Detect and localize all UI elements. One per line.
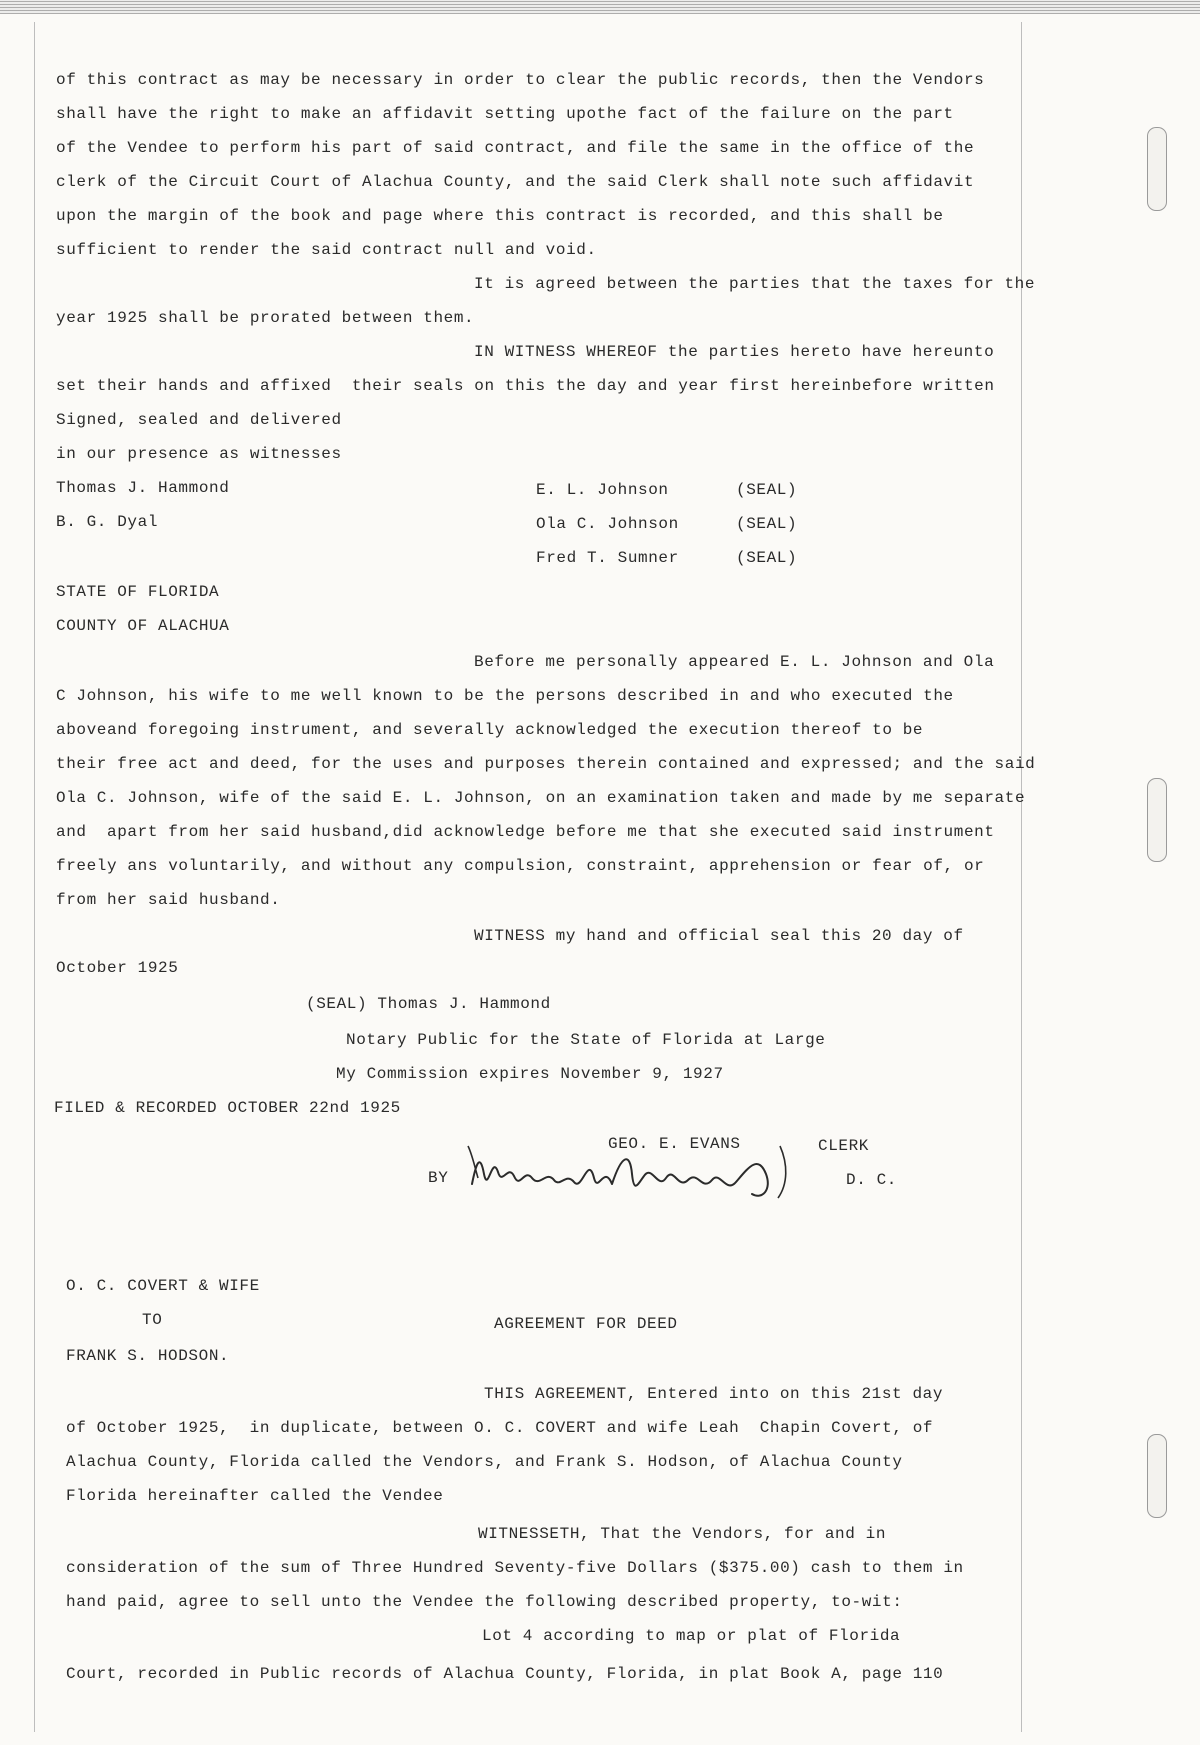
binder-hole-top: [1147, 127, 1167, 211]
text-line: Fred T. Sumner: [536, 549, 679, 567]
text-line: of this contract as may be necessary in order to clear the public records, then the Vendors: [56, 71, 985, 89]
text-line: Lot 4 according to map or plat of Florida: [482, 1627, 901, 1645]
text-line: Ola C. Johnson: [536, 515, 679, 533]
text-line: GEO. E. EVANS: [608, 1135, 741, 1153]
text-line: hand paid, agree to sell unto the Vendee the following described property, to-wit:: [66, 1593, 903, 1611]
binder-hole-middle: [1147, 778, 1167, 862]
text-line: sufficient to render the said contract null and void.: [56, 241, 597, 259]
text-line: IN WITNESS WHEREOF the parties hereto have hereunto: [474, 343, 995, 361]
text-line: Ola C. Johnson, wife of the said E. L. Johnson, on an examination taken and made by me separate: [56, 789, 1026, 807]
text-line: D. C.: [846, 1171, 898, 1189]
text-line: WITNESS my hand and official seal this 20 day of: [474, 927, 964, 945]
text-line: (SEAL) Thomas J. Hammond: [306, 995, 551, 1013]
text-line: their free act and deed, for the uses and purposes therein contained and expressed; and the said: [56, 755, 1036, 773]
text-line: BY: [428, 1169, 449, 1187]
text-line: of the Vendee to perform his part of said contract, and file the same in the office of the: [56, 139, 975, 157]
text-line: Notary Public for the State of Florida at Large: [346, 1031, 826, 1049]
text-line: E. L. Johnson: [536, 481, 669, 499]
text-line: (SEAL): [736, 481, 798, 499]
text-line: WITNESSETH, That the Vendors, for and in: [478, 1525, 887, 1543]
text-line: of October 1925, in duplicate, between O. C. COVERT and wife Leah Chapin Covert, of: [66, 1419, 934, 1437]
text-line: in our presence as witnesses: [56, 445, 342, 463]
text-line: aboveand foregoing instrument, and severally acknowledged the execution thereof to be: [56, 721, 924, 739]
text-line: (SEAL): [736, 549, 798, 567]
text-line: year 1925 shall be prorated between them.: [56, 309, 475, 327]
text-line: It is agreed between the parties that the taxes for the: [474, 275, 1036, 293]
text-line: O. C. COVERT & WIFE: [66, 1277, 260, 1295]
scan-top-edge: [0, 0, 1200, 14]
text-line: consideration of the sum of Three Hundred Seventy-five Dollars ($375.00) cash to them in: [66, 1559, 964, 1577]
text-line: clerk of the Circuit Court of Alachua County, and the said Clerk shall note such affidavit: [56, 173, 975, 191]
text-line: B. G. Dyal: [56, 513, 159, 531]
text-line: (SEAL): [736, 515, 798, 533]
text-line: STATE OF FLORIDA: [56, 583, 220, 601]
text-line: shall have the right to make an affidavit setting upothe fact of the failure on the part: [56, 105, 954, 123]
text-line: FILED & RECORDED OCTOBER 22nd 1925: [54, 1099, 401, 1117]
text-line: from her said husband.: [56, 891, 281, 909]
text-line: My Commission expires November 9, 1927: [336, 1065, 724, 1083]
text-line: AGREEMENT FOR DEED: [494, 1315, 678, 1333]
text-line: TO: [142, 1311, 163, 1329]
clerk-signature: [462, 1134, 802, 1204]
text-line: upon the margin of the book and page where this contract is recorded, and this shall be: [56, 207, 944, 225]
binder-hole-bottom: [1147, 1434, 1167, 1518]
text-line: FRANK S. HODSON.: [66, 1347, 230, 1365]
text-line: Court, recorded in Public records of Alachua County, Florida, in plat Book A, page 110: [66, 1665, 944, 1683]
text-line: freely ans voluntarily, and without any compulsion, constraint, apprehension or fear of, or: [56, 857, 985, 875]
text-line: October 1925: [56, 959, 179, 977]
text-line: COUNTY OF ALACHUA: [56, 617, 230, 635]
text-line: set their hands and affixed their seals on this the day and year first hereinbefore written: [56, 377, 995, 395]
text-line: Signed, sealed and delivered: [56, 411, 342, 429]
text-line: Before me personally appeared E. L. Johnson and Ola: [474, 653, 995, 671]
text-line: THIS AGREEMENT, Entered into on this 21st day: [484, 1385, 944, 1403]
text-line: Thomas J. Hammond: [56, 479, 230, 497]
text-line: Florida hereinafter called the Vendee: [66, 1487, 444, 1505]
text-line: C Johnson, his wife to me well known to be the persons described in and who executed the: [56, 687, 954, 705]
text-line: CLERK: [818, 1137, 870, 1155]
text-line: Alachua County, Florida called the Vendors, and Frank S. Hodson, of Alachua County: [66, 1453, 903, 1471]
left-margin-rule: [34, 22, 35, 1732]
text-line: and apart from her said husband,did acknowledge before me that she executed said instrument: [56, 823, 995, 841]
